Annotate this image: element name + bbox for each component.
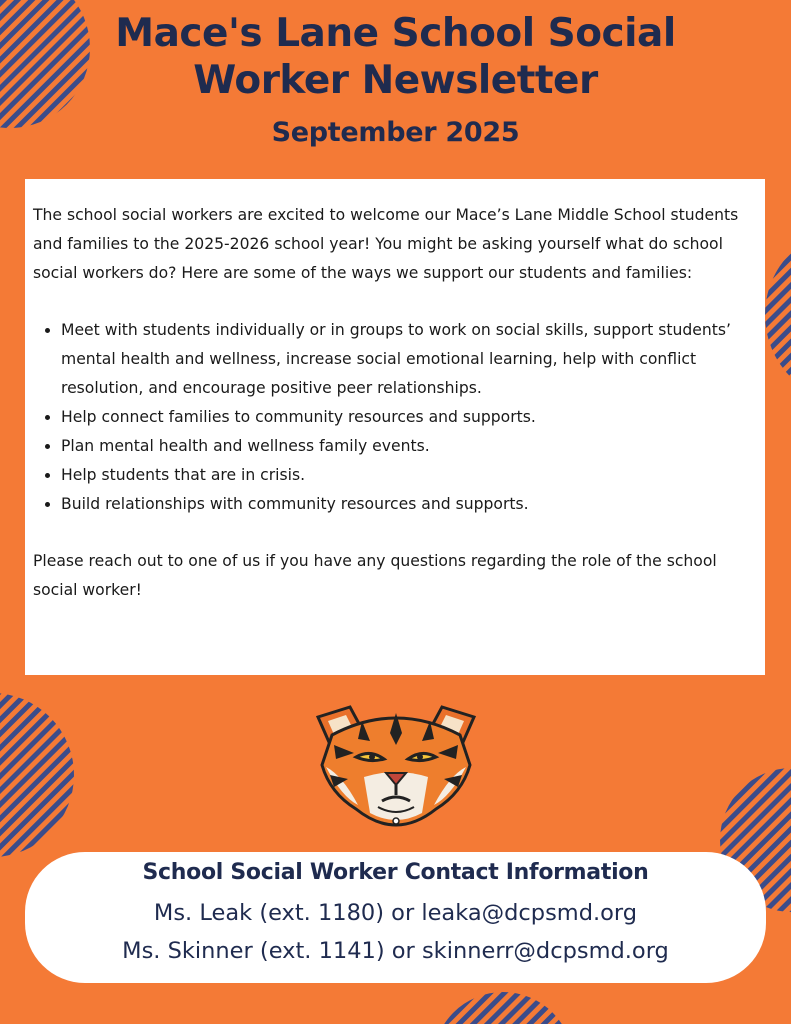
- list-item: • Meet with students individually or in groups to work on social skills, support students’ mental health and wellness, increase social emotional learning, help with conflict resolution, and encourage positive peer relationships.: [61, 316, 743, 403]
- contact-title: School Social Worker Contact Information: [142, 860, 649, 885]
- contact-leak: Ms. Leak (ext. 1180) or leaka@dcpsmd.org: [153, 900, 638, 926]
- list-item: • Help students that are in crisis.: [61, 461, 743, 490]
- intro-paragraph: The school social workers are excited to welcome our Mace’s Lane Middle School students and families to the 2025-2026 school year! You might be asking yourself what do school social workers do? Here are some of the ways we support our students and families:: [33, 206, 739, 282]
- list-item: • Help connect families to community resources and supports.: [61, 403, 743, 432]
- striped-circle-bottom: [433, 990, 573, 1024]
- newsletter-date: September 2025: [271, 117, 520, 148]
- support-list: [33, 316, 743, 519]
- closing-paragraph: Please reach out to one of us if you have any questions regarding the role of the school social worker!: [33, 552, 717, 599]
- list-item: • Plan mental health and wellness family events.: [61, 432, 743, 461]
- contact-skinner: Ms. Skinner (ext. 1141) or skinnerr@dcpsmd.org: [122, 938, 669, 964]
- title-line-1: Mace's Lane School Social: [115, 11, 676, 56]
- list-item: • Build relationships with community resources and supports.: [61, 490, 743, 519]
- content-box: [25, 179, 765, 675]
- newsletter-title: [0, 10, 791, 104]
- contact-card: [25, 852, 766, 983]
- striped-circle-left-lower: [0, 688, 75, 863]
- striped-circle-right-upper: [763, 225, 791, 405]
- title-line-2: Worker Newsletter: [193, 58, 598, 103]
- tiger-head-icon: [312, 705, 480, 827]
